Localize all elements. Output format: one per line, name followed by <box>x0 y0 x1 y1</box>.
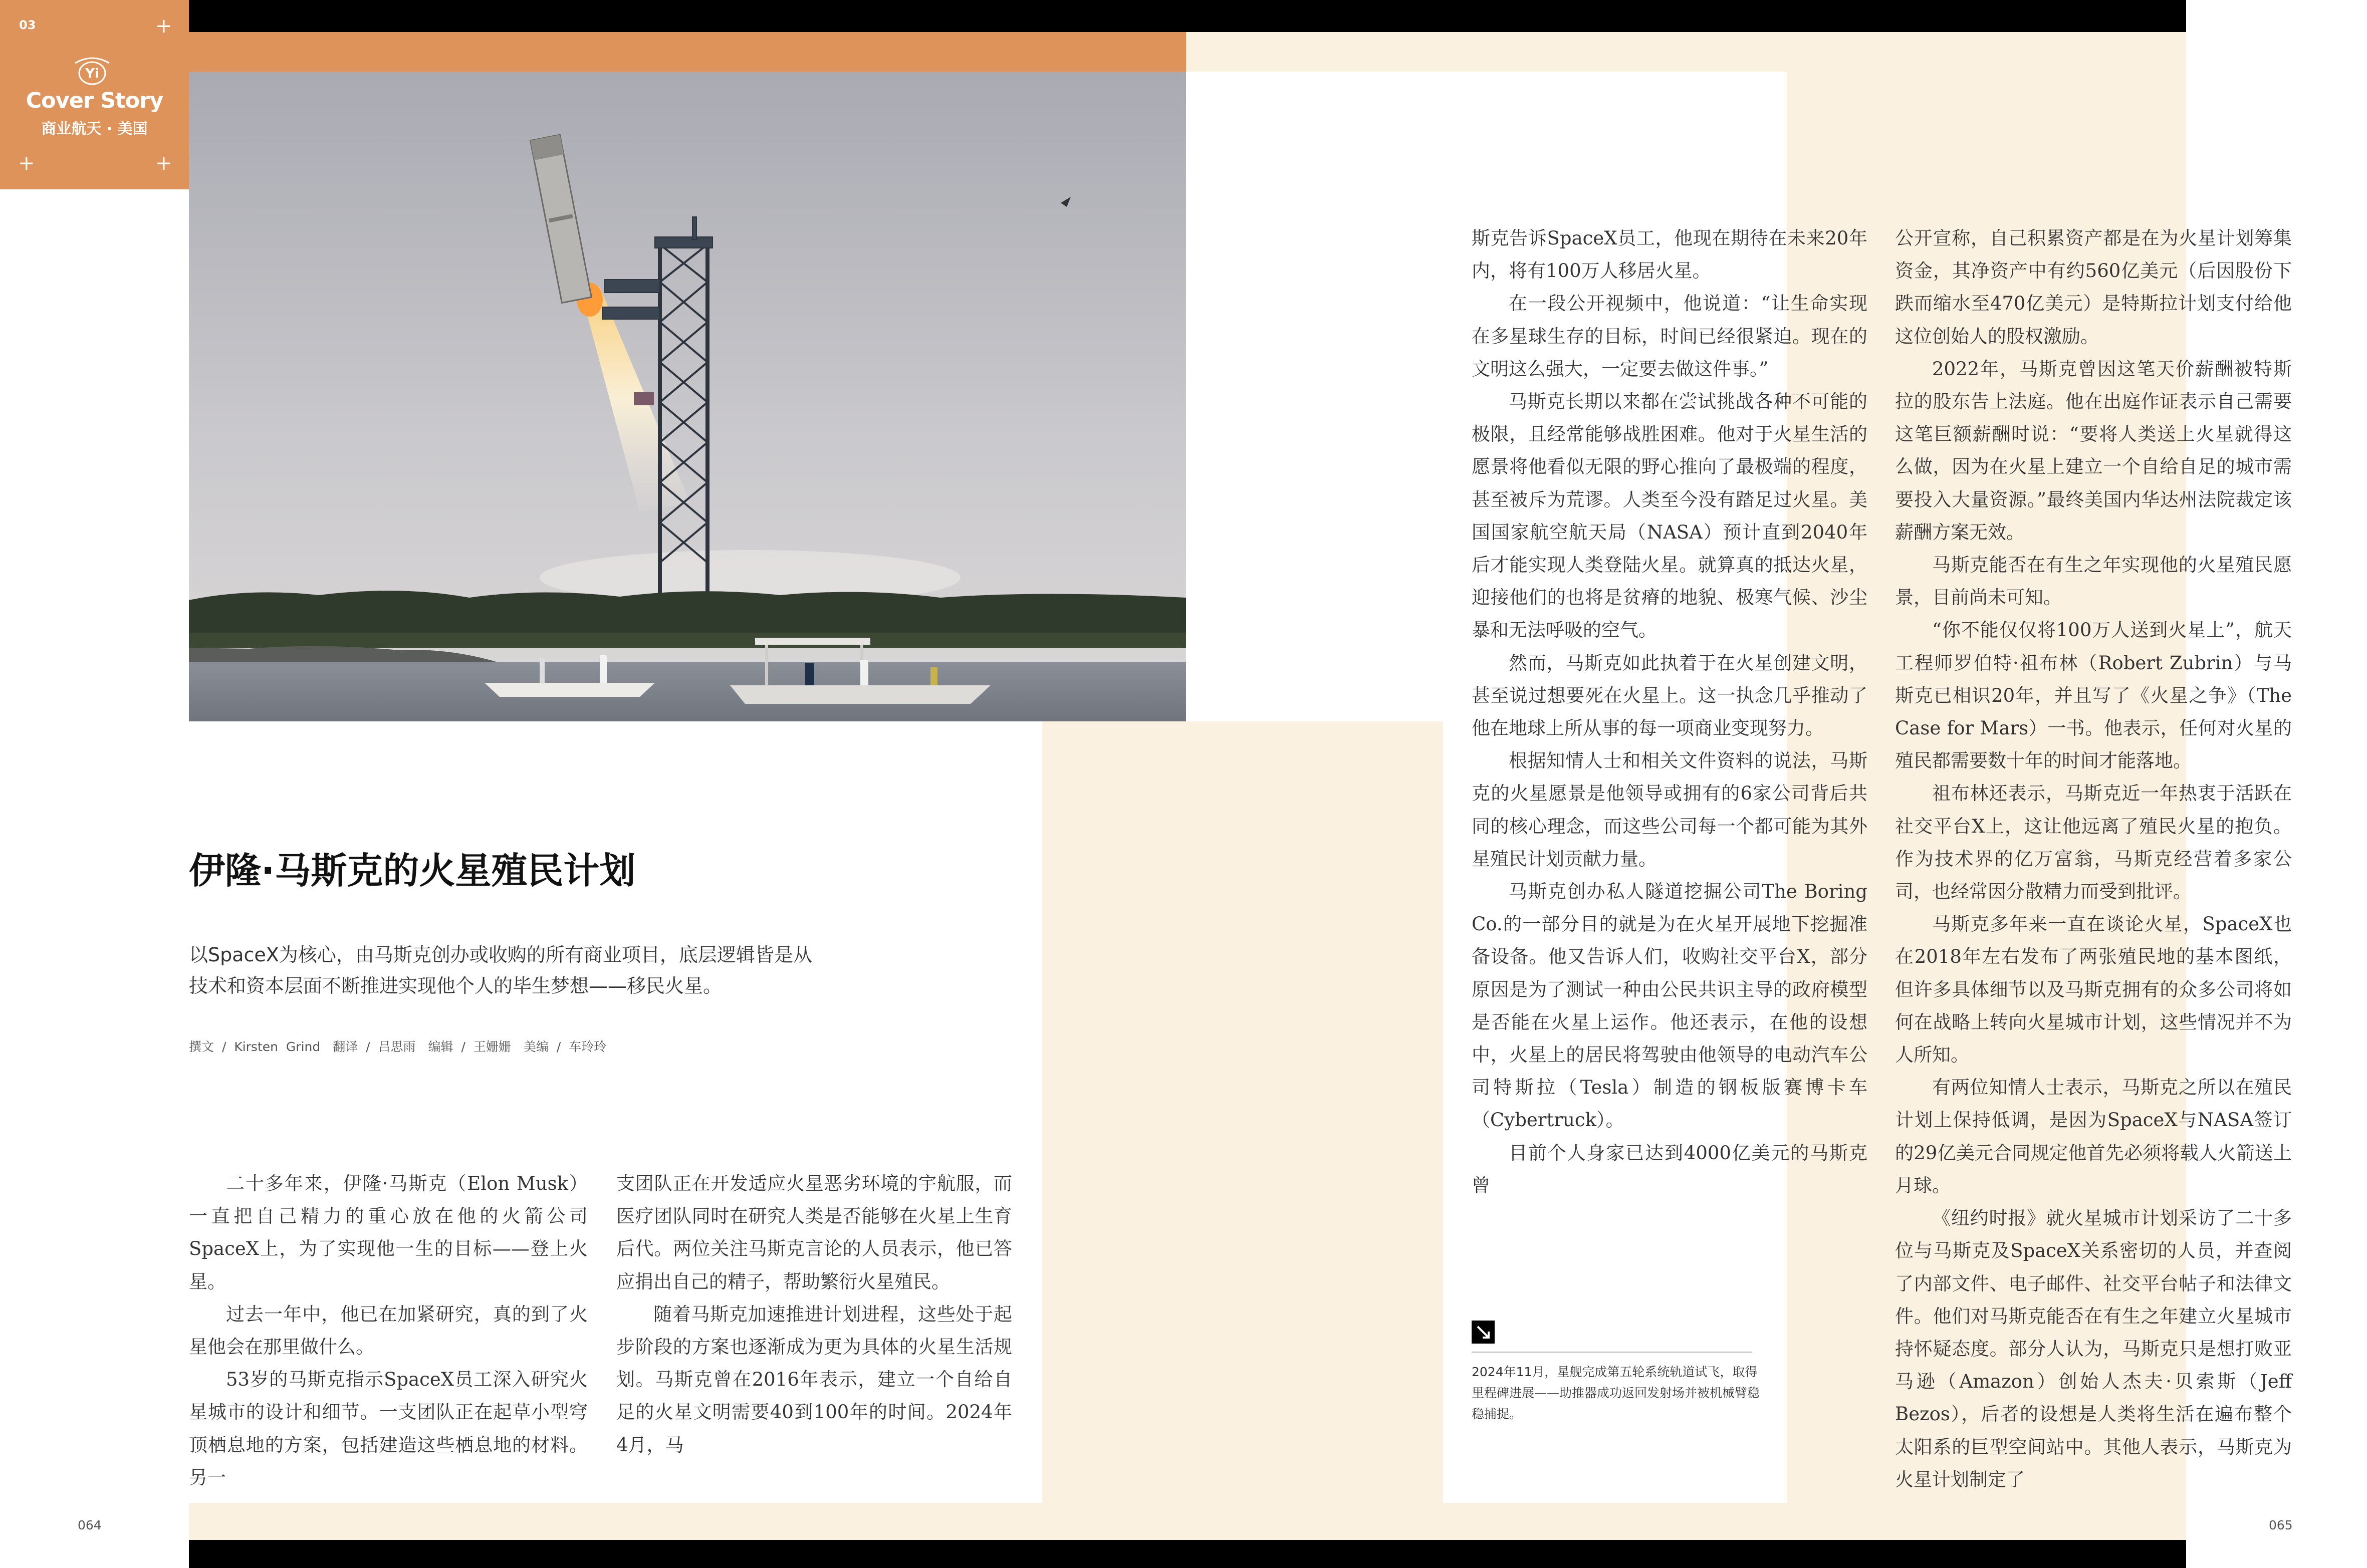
paragraph: 马斯克能否在有生之年实现他的火星殖民愿景，目前尚未可知。 <box>1895 554 2292 609</box>
cream-background-bottom <box>189 1503 2186 1540</box>
orange-strip <box>189 32 1186 72</box>
article-deck: 以SpaceX为核心，由马斯克创办或收购的所有商业项目，底层逻辑皆是从技术和资本层面不断推进实现他个人的毕生梦想——移民火星。 <box>189 944 812 997</box>
paragraph: 随着马斯克加速推进计划进程，这些处于起步阶段的方案也逐渐成为更为具体的火星生活规划。马斯克曾在2016年表示，建立一个自给自足的火星文明需要40到100年的时间。2024年4月，马 <box>616 1303 1012 1456</box>
paragraph: 公开宣称，自己积累资产都是在为火星计划筹集资金，其净资产中有约560亿美元（后因股份下跌而缩水至470亿美元）是特斯拉计划支付给他这位创始人的股权激励。 <box>1895 227 2292 347</box>
paragraph: 在一段公开视频中，他说道：“让生命实现在多星球生存的目标，时间已经很紧迫。现在的文明这么强大，一定要去做这件事。” <box>1472 293 1867 380</box>
paragraph: 有两位知情人士表示，马斯克之所以在殖民计划上保持低调，是因为SpaceX与NASA签订的29亿美元合同规定他首先必须将载人火箭送上月球。 <box>1895 1077 2292 1196</box>
paragraph: 斯克告诉SpaceX员工，他现在期待在未来20年内，将有100万人移居火星。 <box>1472 227 1867 282</box>
paragraph: 支团队正在开发适应火星恶劣环境的宇航服，而医疗团队同时在研究人类是否能够在火星上生育后代。两位关注马斯克言论的人员表示，他已答应捐出自己的精子，帮助繁衍火星殖民。 <box>616 1173 1012 1292</box>
paragraph: 马斯克长期以来都在尝试挑战各种不可能的极限，且经常能够战胜困难。他对于火星生活的愿景将他看似无限的野心推向了最极端的程度，甚至被斥为荒谬。人类至今没有踏足过火星。美国国家航空航天局（NASA）预计直到2040年后才能实现人类登陆火星。就算真的抵达火星，迎接他们的也将是贫瘠的地貌、极寒气候、沙尘暴和无法呼吸的空气。 <box>1472 391 1867 641</box>
top-black-bar <box>189 0 2186 32</box>
crop-mark-icon: + <box>155 152 172 175</box>
section-title: Cover Story <box>26 88 163 113</box>
logo-text: Yi <box>85 66 99 81</box>
paragraph: 然而，马斯克如此执着于在火星创建文明，甚至说过想要死在火星上。这一执念几乎推动了他在地球上所从事的每一项商业变现努力。 <box>1472 652 1867 739</box>
paragraph: 过去一年中，他已在加紧研究，真的到了火星他会在那里做什么。 <box>189 1303 588 1358</box>
page-number-right: 065 <box>2269 1518 2293 1532</box>
bottom-black-bar <box>189 1540 2186 1568</box>
photo-caption: 2024年11月，星舰完成第五轮系统轨道试飞，取得里程碑进展——助推器成功返回发射场并被机械臂稳稳捕捉。 <box>1472 1365 1760 1421</box>
text-column-4 <box>1895 222 2292 1496</box>
cream-background-middle <box>1042 721 1443 1503</box>
article-title: 伊隆·马斯克的火星殖民计划 <box>189 850 636 892</box>
page-number-left: 064 <box>78 1518 102 1532</box>
paragraph: 根据知情人士和相关文件资料的说法，马斯克的火星愿景是他领导或拥有的6家公司背后共同的核心理念，而这些公司每一个都可能为其外星殖民计划贡献力量。 <box>1472 750 1867 870</box>
paragraph: 祖布林还表示，马斯克近一年热衷于活跃在社交平台X上，这让他远离了殖民火星的抱负。作为技术界的亿万富翁，马斯克经营着多家公司，也经常因分散精力而受到批评。 <box>1895 782 2292 903</box>
caption-arrow-icon <box>1472 1321 1495 1344</box>
paragraph: 《纽约时报》就火星城市计划采访了二十多位与马斯克及SpaceX关系密切的人员，并查阅了内部文件、电子邮件、社交平台帖子和法律文件。他们对马斯克能否在有生之年建立火星城市持怀疑态度。部分人认为，马斯克只是想打败亚马逊（Amazon）创始人杰夫·贝索斯（Jeff Bezos），后者的设想是人类将生活在遍布整个太阳系的巨型空间站中。其他人表示，马斯克为火星计划制定了 <box>1895 1207 2292 1490</box>
caption-divider <box>1472 1352 1752 1353</box>
section-subtitle: 商业航天 · 美国 <box>41 120 148 138</box>
text-column-3 <box>1472 222 1867 1202</box>
paragraph: 目前个人身家已达到4000亿美元的马斯克曾 <box>1472 1142 1867 1196</box>
crop-mark-icon: + <box>155 15 172 38</box>
article-credits: 撰文 / Kirsten Grind 翻译 / 吕思雨 编辑 / 王姗姗 美编 / 车玲玲 <box>189 1039 607 1054</box>
paragraph: 53岁的马斯克指示SpaceX员工深入研究火星城市的设计和细节。一支团队正在起草小型穹顶栖息地的方案，包括建造这些栖息地的材料。另一 <box>189 1369 588 1488</box>
paragraph: 二十多年来，伊隆·马斯克（Elon Musk）一直把自己精力的重心放在他的火箭公司SpaceX上，为了实现他一生的目标——登上火星。 <box>189 1173 588 1292</box>
text-column-1 <box>189 1167 588 1494</box>
crop-mark-icon: + <box>18 152 35 175</box>
issue-number: 03 <box>19 18 36 32</box>
text-column-2 <box>616 1167 1012 1461</box>
cream-background-top <box>1186 32 2186 72</box>
starship-photo <box>189 72 1186 721</box>
paragraph: “你不能仅仅将100万人送到火星上”，航天工程师罗伯特·祖布林（Robert Zubrin）与马斯克已相识20年，并且写了《火星之争》（The Case for Mars）一书。他表示，任何对火星的殖民都需要数十年的时间才能落地。 <box>1895 619 2292 772</box>
paragraph: 马斯克创办私人隧道挖掘公司The Boring Co.的一部分目的就是为在火星开展地下挖掘准备设备。他又告诉人们，收购社交平台X，部分原因是为了测试一种由公民共识主导的政府模型是否能在火星上运作。他还表示，在他的设想中，火星上的居民将驾驶由他领导的电动汽车公司特斯拉（Tesla）制造的钢板版赛博卡车（Cybertruck）。 <box>1472 881 1867 1131</box>
paragraph: 2022年，马斯克曾因这笔天价薪酬被特斯拉的股东告上法庭。他在出庭作证表示自己需要这笔巨额薪酬时说：“要将人类送上火星就得这么做，因为在火星上建立一个自给自足的城市需要投入大量资源。”最终美国内华达州法院裁定该薪酬方案无效。 <box>1895 358 2292 543</box>
yi-logo-icon <box>72 54 112 89</box>
paragraph: 马斯克多年来一直在谈论火星，SpaceX也在2018年左右发布了两张殖民地的基本图纸，但许多具体细节以及马斯克拥有的众多公司将如何在战略上转向火星城市计划，这些情况并不为人所知。 <box>1895 913 2292 1066</box>
